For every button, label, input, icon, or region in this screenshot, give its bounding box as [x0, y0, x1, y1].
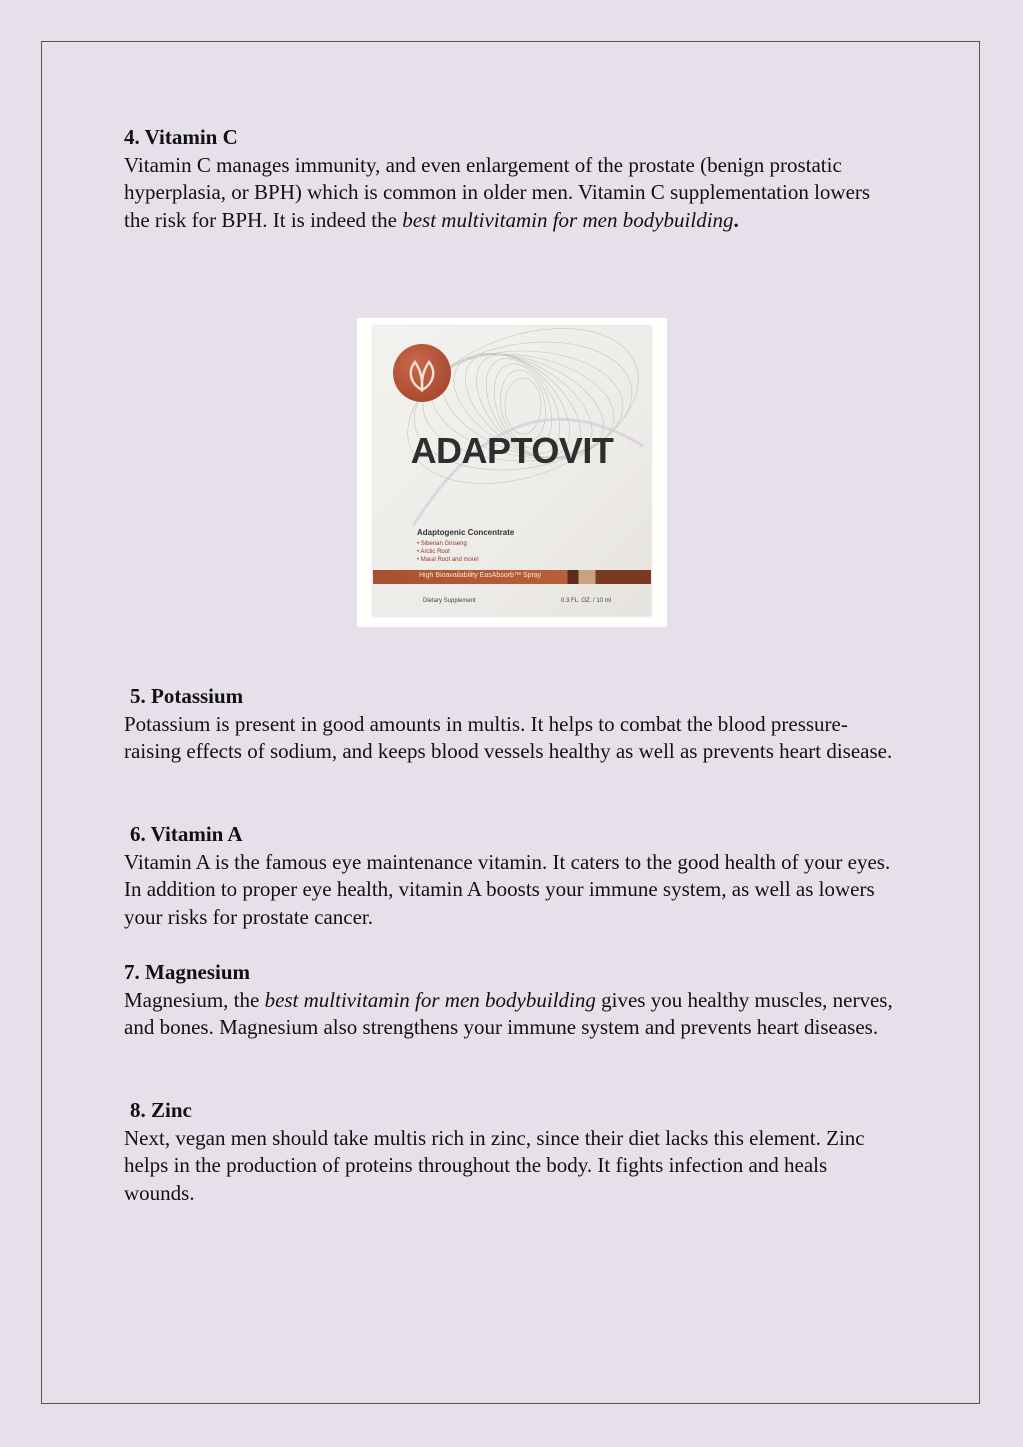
ingredient-item: • Arctic Root [417, 549, 450, 555]
ingredient-item: • Maral Root and more! [417, 557, 479, 563]
section-heading: 5. Potassium [130, 684, 244, 708]
section-zinc [124, 1097, 894, 1208]
ingredient-item: • Siberian Ginseng [417, 541, 467, 547]
body-text: Magnesium, the [124, 987, 265, 1012]
product-footer-left: Dietary Supplement [423, 598, 476, 604]
section-heading: 6. Vitamin A [130, 822, 243, 846]
section-heading: 8. Zinc [130, 1098, 192, 1122]
section-body [124, 152, 894, 235]
section-magnesium [124, 959, 894, 1042]
section-vitamin-c [124, 124, 894, 235]
section-heading: 7. Magnesium [124, 960, 250, 984]
product-image [357, 318, 667, 627]
body-text-end: . [733, 208, 739, 233]
product-subtitle: Adaptogenic Concentrate [417, 528, 515, 537]
product-box [373, 326, 651, 616]
section-body: Potassium is present in good amounts in multis. It helps to combat the blood pressure-raising effects of sodium, and keeps blood vessels healthy as well as prevents heart disease. [124, 711, 893, 764]
section-potassium [124, 683, 894, 766]
ingredient-list [417, 540, 479, 564]
section-body: Vitamin A is the famous eye maintenance vitamin. It caters to the good health of your eyes. In addition to proper eye health, vitamin A boosts your immune system, as well as lowers your risks for prostate cancer. [124, 849, 891, 930]
section-body [124, 987, 894, 1042]
section-vitamin-a [124, 821, 894, 932]
section-heading: 4. Vitamin C [124, 125, 238, 149]
product-brand: ADAPTOVIT [410, 430, 614, 471]
product-footer-right: 0.3 FL. OZ. / 10 ml [560, 598, 611, 604]
emphasis-text: best multivitamin for men bodybuilding [264, 987, 596, 1012]
product-stripe [373, 570, 651, 584]
stripe-text: High Bioavailability EasAbsorb™ Spray [419, 572, 542, 579]
emphasis-text: best multivitamin for men bodybuilding [402, 208, 734, 233]
body-text: Vitamin C manages immunity, and even enlargement of the prostate (benign prostatic hyperplasia, or BPH) which is common in older men. Vitamin C supplementation lowers the risk for BPH. It is indeed the [124, 152, 871, 233]
leaf-logo-icon [393, 344, 451, 402]
body-text-end: gives you healthy muscles, nerves, and bones. Magnesium also strengthens your immune system and prevents heart diseases. [124, 987, 893, 1040]
section-body: Next, vegan men should take multis rich in zinc, since their diet lacks this element. Zinc helps in the production of proteins throughout the body. It fights infection and heals wounds. [124, 1125, 865, 1206]
